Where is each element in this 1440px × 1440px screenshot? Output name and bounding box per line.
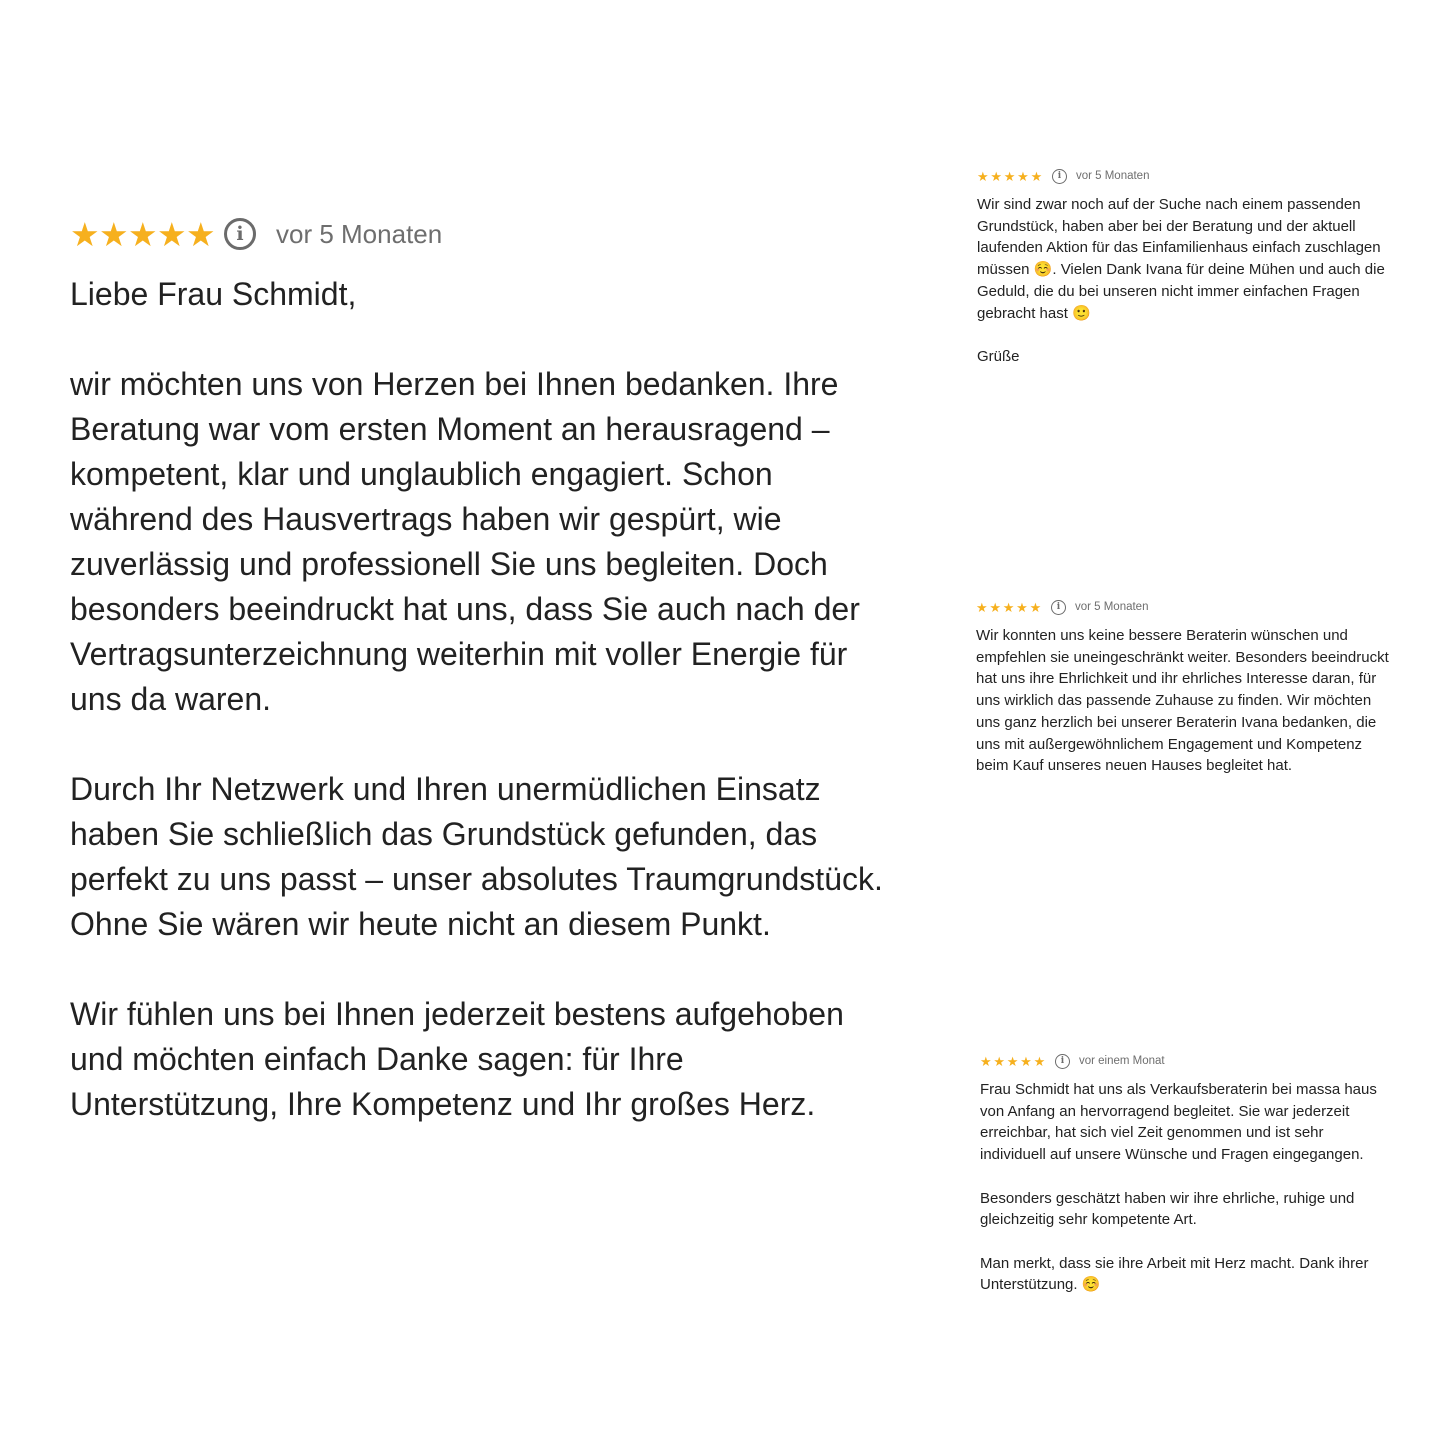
star-icon: ★ — [1030, 168, 1043, 184]
review-paragraph: Besonders geschätzt haben wir ihre ehrliche, ruhige und gleichzeitig sehr kompetente Art. — [980, 1189, 1355, 1229]
star-icon: ★ — [99, 215, 129, 253]
review-paragraph: Man merkt, dass sie ihre Arbeit mit Herz macht. Dank ihrer Unterstützung. ☺️ — [980, 1254, 1369, 1294]
star-icon: ★ — [1017, 168, 1029, 184]
star-icon: ★ — [1006, 1053, 1019, 1069]
star-icon: ★ — [980, 1053, 992, 1069]
review-text — [977, 194, 1387, 368]
review-paragraph: wir möchten uns von Herzen bei Ihnen bedanken. Ihre Beratung war vom ersten Moment an herausragend – kompetent, klar und unglaublich engagiert. Schon während des Hausvertrags haben wir gespürt, wie zuverlässig und professionell Sie uns begleiten. Doch besonders beeindruckt hat uns, dass Sie auch nach der Vertragsunterzeichnung weiterhin mit voller Energie für uns da waren. — [70, 366, 860, 717]
review-paragraph: Liebe Frau Schmidt, — [70, 276, 357, 312]
info-icon[interactable]: i — [1055, 1054, 1070, 1069]
review-paragraph: Grüße — [977, 347, 1020, 365]
star-icon: ★ — [157, 215, 187, 253]
review-paragraph: Wir konnten uns keine bessere Beraterin wünschen und empfehlen sie uneingeschränkt weiter. Besonders beeindruckt hat uns ihre Ehrlichkeit und ihr ehrliches Interesse daran, für uns wirklich das passende Zuhause zu finden. Wir möchten uns ganz herzlich bei unserer Beraterin Ivana bedanken, die uns mit außergewöhnlichem Engagement und Kompetenz beim Kauf unseres neuen Hauses begleitet hat. — [976, 627, 1389, 775]
review-card — [977, 166, 1387, 368]
star-icon: ★ — [989, 599, 1002, 615]
review-paragraph: Frau Schmidt hat uns als Verkaufsberaterin bei massa haus von Anfang an hervorragend begleitet. Sie war jederzeit erreichbar, hat sich viel Zeit genommen und ist sehr individuell auf unsere Wünsche und Fragen eingegangen. — [980, 1081, 1377, 1164]
review-meta — [980, 1051, 1380, 1071]
star-rating — [980, 1055, 1047, 1068]
star-icon: ★ — [976, 599, 988, 615]
review-text — [70, 272, 900, 1127]
review-date: vor 5 Monaten — [276, 218, 443, 249]
info-icon[interactable]: i — [1051, 600, 1066, 615]
review-paragraph: Durch Ihr Netzwerk und Ihren unermüdlichen Einsatz haben Sie schließlich das Grundstück gefunden, das perfekt zu uns passt – unser absolutes Traumgrundstück. Ohne Sie wären wir heute nicht an diesem Punkt. — [70, 771, 883, 942]
review-paragraph: Wir fühlen uns bei Ihnen jederzeit bestens aufgehoben und möchten einfach Danke sagen: für Ihre Unterstützung, Ihre Kompetenz und Ihr großes Herz. — [70, 996, 844, 1122]
review-meta — [70, 214, 900, 254]
review-text — [976, 625, 1396, 777]
review-meta — [976, 597, 1396, 617]
star-icon: ★ — [1029, 599, 1042, 615]
star-rating — [977, 170, 1044, 183]
star-icon: ★ — [1016, 599, 1028, 615]
review-date: vor 5 Monaten — [1074, 601, 1149, 613]
star-icon: ★ — [1002, 599, 1015, 615]
star-icon: ★ — [993, 1053, 1006, 1069]
review-meta — [977, 166, 1387, 186]
star-icon: ★ — [990, 168, 1003, 184]
review-text — [980, 1079, 1380, 1296]
review-date: vor 5 Monaten — [1075, 170, 1150, 182]
star-icon: ★ — [1020, 1053, 1032, 1069]
star-icon: ★ — [186, 215, 216, 253]
star-icon: ★ — [70, 215, 100, 253]
star-icon: ★ — [128, 215, 158, 253]
review-card-main — [70, 214, 900, 1127]
star-rating — [976, 601, 1043, 614]
review-paragraph: Wir sind zwar noch auf der Suche nach einem passenden Grundstück, haben aber bei der Beratung und der aktuell laufenden Aktion für das Einfamilienhaus einfach zuschlagen müssen ☺️. Vielen Dank Ivana für deine Mühen und auch die Geduld, die du bei unseren nicht immer einfachen Fragen gebracht hast 🙂 — [977, 196, 1385, 322]
review-card — [980, 1051, 1380, 1296]
info-icon[interactable]: i — [1052, 169, 1067, 184]
info-icon[interactable]: i — [224, 218, 256, 250]
review-card — [976, 597, 1396, 777]
star-icon: ★ — [1003, 168, 1016, 184]
star-rating — [70, 215, 216, 253]
star-icon: ★ — [1033, 1053, 1046, 1069]
star-icon: ★ — [977, 168, 989, 184]
review-date: vor einem Monat — [1078, 1055, 1165, 1067]
